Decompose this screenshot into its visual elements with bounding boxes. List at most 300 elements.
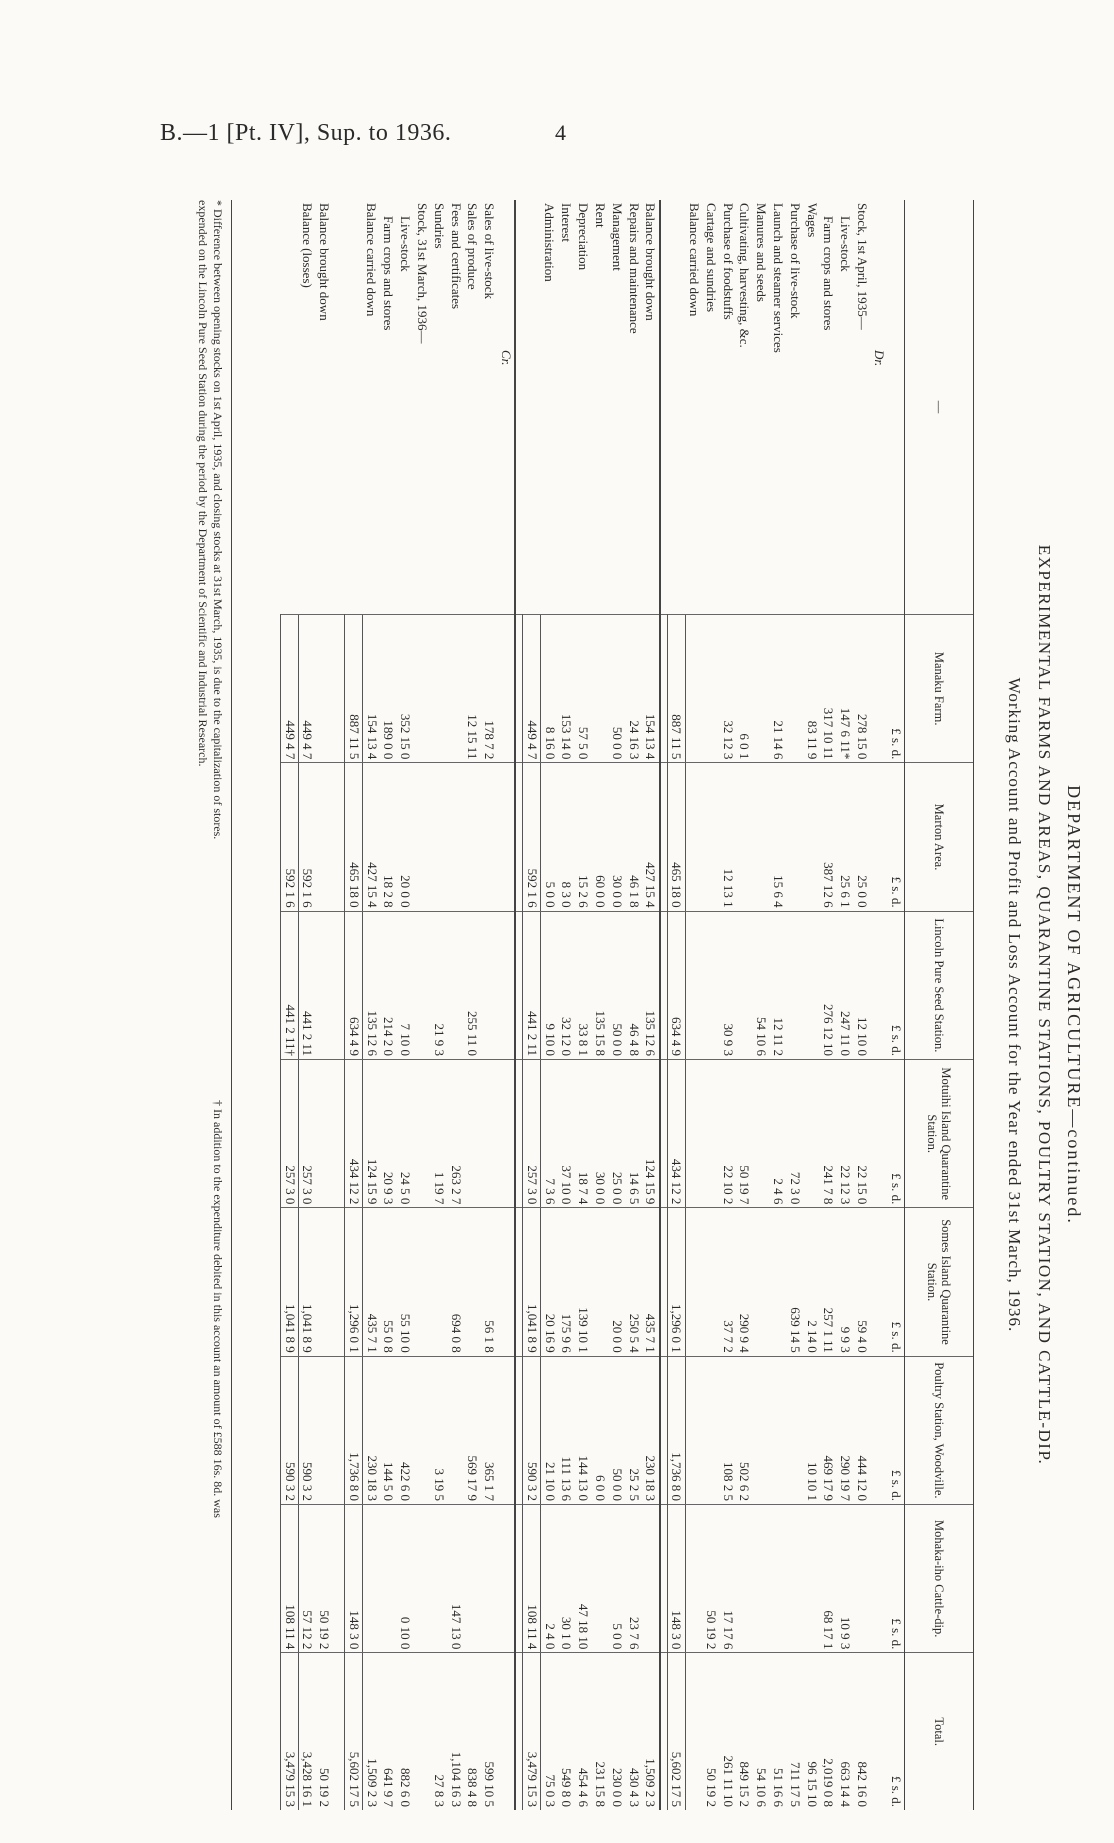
amount-cell: 72 3 0 [786, 1060, 803, 1208]
table-row [430, 200, 447, 1810]
amount-cell: 6 0 0 [592, 1356, 609, 1504]
amount-cell: 60 0 0 [592, 763, 609, 911]
amount-cell [660, 911, 668, 1059]
section-rule [660, 200, 668, 1810]
amount-cell [592, 1505, 609, 1653]
amount-cell: 147 13 0 [447, 1505, 464, 1653]
column-header-poultry: Poultry Station, Woodville. [905, 1356, 974, 1504]
amount-cell: 12 15 11 [464, 614, 481, 762]
amount-cell: 20 9 3 [380, 1060, 397, 1208]
row-label: Repairs and maintenance [626, 203, 642, 334]
amount-cell [642, 1505, 660, 1653]
amount-cell: 427 15 4 [642, 763, 660, 911]
table-row [592, 200, 609, 1810]
amount-cell [515, 1060, 523, 1208]
amount-cell: 18 2 8 [380, 763, 397, 911]
table-row [786, 200, 803, 1810]
rotated-account-sheet [132, 200, 1092, 1810]
amount-cell: 7 10 0 [397, 911, 414, 1059]
table-row [702, 200, 719, 1810]
amount-cell: 263 2 7 [447, 1060, 464, 1208]
amount-cell: 842 16 0 [854, 1653, 871, 1810]
row-label: Rent [593, 203, 609, 228]
amount-cell: 590 3 2 [523, 1356, 541, 1504]
amount-cell: 1,296 0 1 [667, 1208, 685, 1356]
amount-cell: 1,509 2 3 [642, 1653, 660, 1810]
amount-cell [464, 1208, 481, 1356]
amount-cell: 1 19 7 [430, 1060, 447, 1208]
amount-cell [770, 1208, 787, 1356]
amount-cell [316, 911, 333, 1059]
amount-cell: 639 14 5 [786, 1208, 803, 1356]
table-row [541, 200, 558, 1810]
row-label: Stock, 1st April, 1935— [855, 203, 871, 330]
amount-cell: 148 3 0 [667, 1505, 685, 1653]
amount-cell [414, 1208, 431, 1356]
row-label: Sundries [431, 203, 447, 249]
amount-cell [481, 1505, 498, 1653]
amount-cell: 8 16 0 [541, 614, 558, 762]
amount-cell: 50 0 0 [608, 911, 625, 1059]
amount-cell: 33 8 1 [575, 911, 592, 1059]
amount-cell: 108 11 4 [281, 1505, 299, 1653]
amount-cell [447, 763, 464, 911]
amount-cell [515, 763, 523, 911]
table-row [363, 200, 380, 1810]
amount-cell: 250 5 4 [625, 1208, 642, 1356]
amount-cell: 422 6 0 [397, 1356, 414, 1504]
amount-cell: 108 11 4 [523, 1505, 541, 1653]
amount-cell [447, 911, 464, 1059]
units-cell: £ s. d. [887, 614, 904, 762]
table-row [316, 200, 333, 1810]
amount-cell: 290 9 4 [736, 1208, 753, 1356]
amount-cell: 30 1 0 [558, 1505, 575, 1653]
amount-cell [498, 1653, 516, 1810]
amount-cell: 50 0 0 [608, 614, 625, 762]
amount-cell: 111 13 6 [558, 1356, 575, 1504]
row-label [281, 200, 299, 614]
amount-cell [481, 911, 498, 1059]
row-label: Live-stock [838, 216, 854, 272]
amount-cell: 3,479 15 3 [281, 1653, 299, 1810]
amount-cell [786, 614, 803, 762]
amount-cell [660, 1356, 668, 1504]
amount-cell: 46 4 8 [625, 911, 642, 1059]
amount-cell: 0 10 0 [397, 1505, 414, 1653]
amount-cell: 3,479 15 3 [523, 1653, 541, 1810]
table-row [481, 200, 498, 1810]
row-label: Cr. [499, 350, 515, 366]
column-header-item: — [905, 200, 974, 614]
units-cell: £ s. d. [887, 1356, 904, 1504]
table-row [380, 200, 397, 1810]
table-row [685, 200, 702, 1810]
amount-cell [515, 911, 523, 1059]
amount-cell: 135 12 6 [642, 911, 660, 1059]
amount-cell [660, 763, 668, 911]
amount-cell: 30 0 0 [592, 1060, 609, 1208]
amount-cell [736, 911, 753, 1059]
amount-cell: 469 17 9 [820, 1356, 837, 1504]
units-cell: £ s. d. [887, 1505, 904, 1653]
row-label [667, 200, 685, 614]
amount-cell: 569 17 9 [464, 1356, 481, 1504]
section-rule [515, 200, 523, 1810]
amount-cell [753, 1356, 770, 1504]
amount-cell: 694 0 8 [447, 1208, 464, 1356]
amount-cell: 2 4 0 [541, 1505, 558, 1653]
row-label: Manures and seeds [754, 203, 770, 302]
amount-cell [464, 1505, 481, 1653]
amount-cell [333, 1060, 346, 1208]
account-subtitle: Working Account and Profit and Loss Account for the Year ended 31st March, 1936. [1005, 677, 1024, 1333]
amount-cell [770, 1356, 787, 1504]
table-row [414, 200, 431, 1810]
amount-cell [333, 1653, 346, 1810]
amount-cell: 1,104 16 3 [447, 1653, 464, 1810]
amount-cell: 189 0 0 [380, 614, 397, 762]
amount-cell: 108 2 5 [719, 1356, 736, 1504]
amount-cell: 430 4 3 [625, 1653, 642, 1810]
amount-cell: 22 12 3 [837, 1060, 854, 1208]
units-row [887, 200, 904, 1810]
column-header-marton: Marton Area. [905, 763, 974, 911]
amount-cell: 838 4 8 [464, 1653, 481, 1810]
amount-cell [753, 1208, 770, 1356]
amount-cell: 634 4 9 [345, 911, 363, 1059]
amount-cell: 20 0 0 [608, 1208, 625, 1356]
amount-cell [430, 614, 447, 762]
row-label: Sales of live-stock [482, 203, 498, 300]
units-cell: £ s. d. [887, 1653, 904, 1810]
amount-cell [592, 614, 609, 762]
page-header [160, 120, 760, 180]
amount-cell: 849 15 2 [736, 1653, 753, 1810]
amount-cell: 257 3 0 [281, 1060, 299, 1208]
amount-cell: 12 10 0 [854, 911, 871, 1059]
amount-cell [736, 1505, 753, 1653]
amount-cell: 25 2 5 [625, 1356, 642, 1504]
amount-cell: 20 16 9 [541, 1208, 558, 1356]
amount-cell: 465 18 0 [667, 763, 685, 911]
amount-cell: 2,019 0 8 [820, 1653, 837, 1810]
amount-cell [363, 1505, 380, 1653]
amount-cell [702, 763, 719, 911]
amount-cell: 15 6 4 [770, 763, 787, 911]
amount-cell: 154 13 4 [363, 614, 380, 762]
column-header-manaku: Manaku Farm. [905, 614, 974, 762]
amount-cell: 590 3 2 [281, 1356, 299, 1504]
amount-cell: 23 7 6 [625, 1505, 642, 1653]
amount-cell: 75 0 3 [541, 1653, 558, 1810]
amount-cell [333, 1505, 346, 1653]
amount-cell: 317 10 11 [820, 614, 837, 762]
amount-cell: 465 18 0 [345, 763, 363, 911]
amount-cell: 37 10 0 [558, 1060, 575, 1208]
amount-cell: 135 15 8 [592, 911, 609, 1059]
amount-cell [515, 614, 523, 762]
amount-cell [447, 1356, 464, 1504]
amount-cell [753, 763, 770, 911]
table-row [447, 200, 464, 1810]
amount-cell [414, 1505, 431, 1653]
amount-cell: 261 11 10 [719, 1653, 736, 1810]
amount-cell: 17 17 6 [719, 1505, 736, 1653]
table-row [464, 200, 481, 1810]
amount-cell: 50 19 2 [702, 1505, 719, 1653]
amount-cell: 441 2 11 [298, 911, 315, 1059]
column-header-total: Total. [905, 1653, 974, 1810]
amount-cell: 592 1 6 [281, 763, 299, 911]
amount-cell: 50 19 7 [736, 1060, 753, 1208]
amount-cell: 175 9 6 [558, 1208, 575, 1356]
amount-cell [316, 1208, 333, 1356]
amount-cell: 241 7 8 [820, 1060, 837, 1208]
amount-cell: 56 1 8 [481, 1208, 498, 1356]
table-row [837, 200, 854, 1810]
table-row [333, 200, 346, 1810]
amount-cell [803, 1505, 820, 1653]
amount-cell [414, 911, 431, 1059]
amount-cell: 887 11 5 [667, 614, 685, 762]
amount-cell [498, 614, 516, 762]
row-label: Management [609, 203, 625, 271]
amount-cell: 444 12 0 [854, 1356, 871, 1504]
row-label: Live-stock [398, 216, 414, 272]
amount-cell: 257 3 0 [523, 1060, 541, 1208]
amount-cell [870, 1208, 887, 1356]
units-cell: £ s. d. [887, 1060, 904, 1208]
amount-cell: 1,509 2 3 [363, 1653, 380, 1810]
amount-cell [333, 763, 346, 911]
amount-cell: 365 1 7 [481, 1356, 498, 1504]
amount-cell: 230 18 3 [363, 1356, 380, 1504]
row-label: Sales of produce [465, 203, 481, 290]
amount-cell [870, 1653, 887, 1810]
page-number: 4 [555, 120, 566, 145]
amount-cell [870, 1060, 887, 1208]
total-row [281, 200, 299, 1810]
amount-cell [430, 1505, 447, 1653]
units-cell: £ s. d. [887, 911, 904, 1059]
amount-cell: 435 7 1 [363, 1208, 380, 1356]
amount-cell [498, 911, 516, 1059]
amount-cell: 21 9 3 [430, 911, 447, 1059]
amount-cell: 25 0 0 [608, 1060, 625, 1208]
row-label: Purchase of foodstuffs [720, 203, 736, 320]
amount-cell: 50 19 2 [316, 1653, 333, 1810]
amount-cell [498, 1208, 516, 1356]
amount-cell: 10 10 1 [803, 1356, 820, 1504]
amount-cell: 144 5 0 [380, 1356, 397, 1504]
amount-cell [685, 1060, 702, 1208]
amount-cell [685, 1208, 702, 1356]
table-row [397, 200, 414, 1810]
amount-cell [786, 1356, 803, 1504]
amount-cell: 449 4 7 [298, 614, 315, 762]
amount-cell: 12 13 1 [719, 763, 736, 911]
table-row [753, 200, 770, 1810]
amount-cell [515, 1356, 523, 1504]
footnote-star: * Difference between opening stocks on 1st April, 1935, and closing stocks at 31st March, 1935, is due to the capitalization of stores. expended on the Lincoln Pure Seed Station during the period by the Department of Scientific and Industrial Research. [196, 200, 225, 840]
table-row [608, 200, 625, 1810]
amount-cell: 2 4 6 [770, 1060, 787, 1208]
amount-cell [770, 1505, 787, 1653]
amount-cell: 12 11 2 [770, 911, 787, 1059]
row-label: Stock, 31st March, 1936— [415, 203, 431, 344]
amount-cell [803, 1060, 820, 1208]
total-row [667, 200, 685, 1810]
amount-cell: 6 0 1 [736, 614, 753, 762]
table-row [736, 200, 753, 1810]
account-main-title: EXPERIMENTAL FARMS AND AREAS, QUARANTINE STATIONS, POULTRY STATION, AND CATTLE-DIP. [1035, 544, 1054, 1466]
amount-cell [414, 1653, 431, 1810]
amount-cell: 5,602 17 5 [667, 1653, 685, 1810]
row-label: Dr. [871, 350, 887, 367]
amount-cell: 3 19 5 [430, 1356, 447, 1504]
amount-cell [316, 614, 333, 762]
amount-cell: 278 15 0 [854, 614, 871, 762]
amount-cell [316, 1060, 333, 1208]
account-titles [974, 200, 1092, 1810]
amount-cell: 144 13 0 [575, 1356, 592, 1504]
amount-cell: 257 3 0 [298, 1060, 315, 1208]
amount-cell [702, 1208, 719, 1356]
amount-cell: 1,296 0 1 [345, 1208, 363, 1356]
row-label: Balance brought down [643, 203, 659, 321]
amount-cell: 124 15 9 [642, 1060, 660, 1208]
amount-cell [753, 1505, 770, 1653]
amount-cell: 21 10 0 [541, 1356, 558, 1504]
amount-cell [481, 763, 498, 911]
table-row [854, 200, 871, 1810]
amount-cell: 276 12 10 [820, 911, 837, 1059]
amount-cell: 59 4 0 [854, 1208, 871, 1356]
column-header-cattle-dip: Mohaka-iho Cattle-dip. [905, 1505, 974, 1653]
amount-cell [702, 1060, 719, 1208]
amount-cell [498, 1505, 516, 1653]
parliamentary-paper-reference: B.—1 [Pt. IV], Sup. to 1936. [160, 120, 452, 146]
amount-cell: 352 15 0 [397, 614, 414, 762]
total-row [523, 200, 541, 1810]
row-label [523, 200, 541, 614]
amount-cell: 54 10 6 [753, 1653, 770, 1810]
footnote-dagger: † In addition to the expenditure debited in this account an amount of £588 16s. 8d. was [211, 1100, 225, 1518]
amount-cell [498, 763, 516, 911]
amount-cell: 1,041 8 9 [281, 1208, 299, 1356]
amount-cell: 1,041 8 9 [523, 1208, 541, 1356]
column-header-somes: Somes Island Quarantine Station. [905, 1208, 974, 1356]
table-row [820, 200, 837, 1810]
amount-cell [753, 1060, 770, 1208]
amount-cell [803, 763, 820, 911]
amount-cell [333, 1356, 346, 1504]
amount-cell: 592 1 6 [523, 763, 541, 911]
row-label: Balance brought down [317, 203, 333, 321]
row-label: Purchase of live-stock [787, 203, 803, 319]
amount-cell: 22 10 2 [719, 1060, 736, 1208]
amount-cell [464, 763, 481, 911]
amount-cell [660, 1505, 668, 1653]
table-row [498, 200, 516, 1810]
amount-cell: 230 0 0 [608, 1653, 625, 1810]
amount-cell [592, 1208, 609, 1356]
amount-cell [414, 1060, 431, 1208]
amount-cell: 441 2 11 [523, 911, 541, 1059]
table-row [770, 200, 787, 1810]
amount-cell: 641 9 7 [380, 1653, 397, 1810]
column-header-motuihi: Motuihi Island Quarantine Station. [905, 1060, 974, 1208]
units-cell: £ s. d. [887, 763, 904, 911]
amount-cell: 2 14 0 [803, 1208, 820, 1356]
amount-cell: 54 10 6 [753, 911, 770, 1059]
amount-cell: 148 3 0 [345, 1505, 363, 1653]
amount-cell: 83 11 9 [803, 614, 820, 762]
amount-cell [736, 763, 753, 911]
amount-cell: 592 1 6 [298, 763, 315, 911]
working-account-table [280, 200, 974, 1810]
row-label: Farm crops and stores [381, 216, 397, 331]
row-label: Wages [804, 203, 820, 238]
row-label: Cartage and sundries [703, 203, 719, 313]
amount-cell [870, 614, 887, 762]
department-title: DEPARTMENT OF AGRICULTURE—continued. [1064, 785, 1084, 1225]
table-row [803, 200, 820, 1810]
amount-cell: 1,041 8 9 [298, 1208, 315, 1356]
amount-cell: 887 11 5 [345, 614, 363, 762]
amount-cell: 51 16 6 [770, 1653, 787, 1810]
amount-cell: 247 11 0 [837, 911, 854, 1059]
amount-cell: 15 2 6 [575, 763, 592, 911]
amount-cell [481, 1060, 498, 1208]
amount-cell: 290 19 7 [837, 1356, 854, 1504]
amount-cell: 214 2 0 [380, 911, 397, 1059]
amount-cell [685, 1653, 702, 1810]
amount-cell [515, 1208, 523, 1356]
row-label [345, 200, 363, 614]
amount-cell: 37 7 2 [719, 1208, 736, 1356]
amount-cell: 55 0 8 [380, 1208, 397, 1356]
row-label [333, 200, 346, 614]
amount-cell: 427 15 4 [363, 763, 380, 911]
amount-cell [660, 1060, 668, 1208]
amount-cell [515, 1505, 523, 1653]
row-label: Balance carried down [364, 203, 380, 317]
row-label: Balance (losses) [300, 203, 316, 288]
amount-cell: 178 7 2 [481, 614, 498, 762]
amount-cell: 50 19 2 [316, 1505, 333, 1653]
amount-cell: 434 12 2 [345, 1060, 363, 1208]
amount-cell: 5 0 0 [541, 763, 558, 911]
amount-cell [702, 911, 719, 1059]
amount-cell [414, 614, 431, 762]
row-label: Balance carried down [686, 203, 702, 317]
amount-cell [414, 1356, 431, 1504]
table-row [298, 200, 315, 1810]
amount-cell [498, 1356, 516, 1504]
amount-cell: 441 2 11† [281, 911, 299, 1059]
amount-cell: 882 6 0 [397, 1653, 414, 1810]
amount-cell [414, 763, 431, 911]
amount-cell [333, 614, 346, 762]
amount-cell: 20 0 0 [397, 763, 414, 911]
amount-cell: 1,736 8 0 [667, 1356, 685, 1504]
amount-cell [702, 1356, 719, 1504]
amount-cell: 3,428 16 1 [298, 1653, 315, 1810]
amount-cell: 8 3 0 [558, 763, 575, 911]
amount-cell: 590 3 2 [298, 1356, 315, 1504]
